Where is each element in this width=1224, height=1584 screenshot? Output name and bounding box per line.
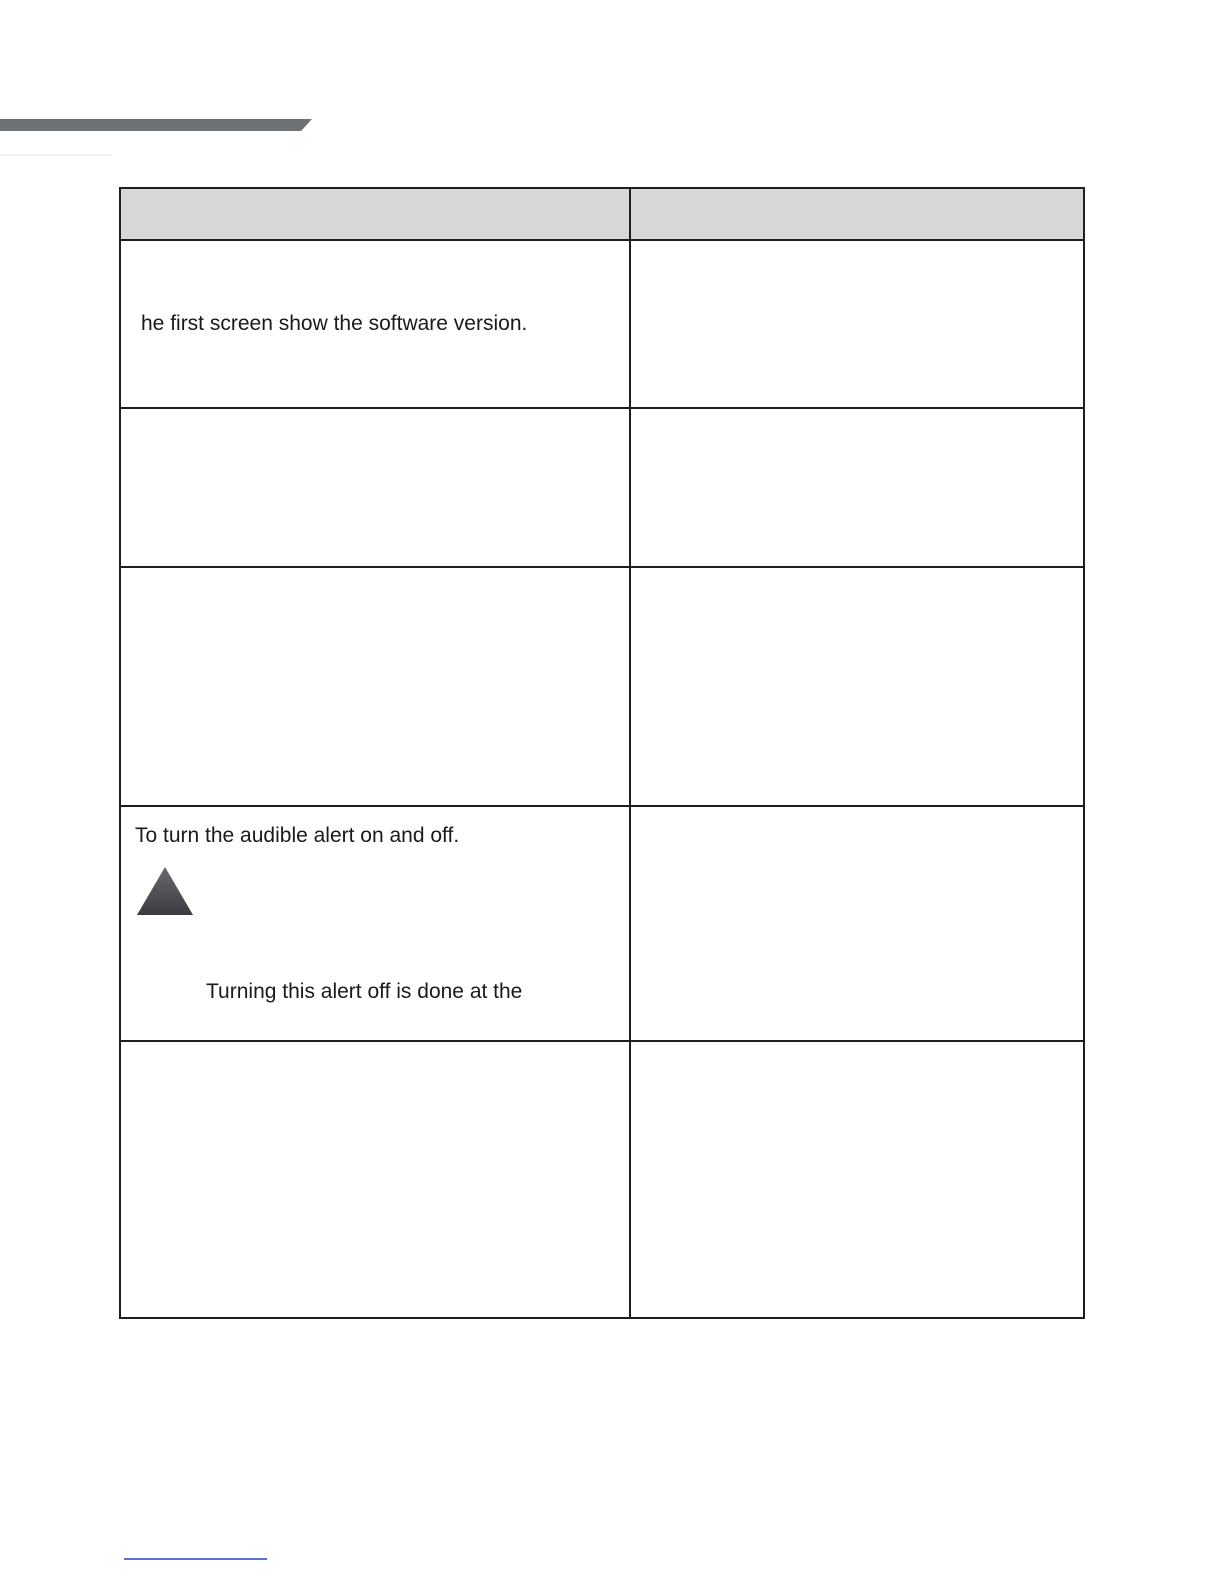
row-divider	[121, 1040, 1083, 1042]
section-header-bar	[0, 119, 312, 131]
header-divider	[0, 154, 112, 156]
table-header-row	[121, 189, 1083, 241]
row-4-note: Turning this alert off is done at the	[206, 980, 523, 1003]
warning-triangle-icon	[135, 865, 195, 917]
row-1-description: he first screen show the software version.	[141, 312, 528, 335]
footer-link-underline[interactable]	[124, 1558, 267, 1560]
row-divider	[121, 566, 1083, 568]
row-divider	[121, 407, 1083, 409]
settings-table	[119, 187, 1085, 1319]
column-divider	[629, 189, 631, 1317]
row-4-description: To turn the audible alert on and off.	[135, 824, 460, 847]
row-divider	[121, 805, 1083, 807]
